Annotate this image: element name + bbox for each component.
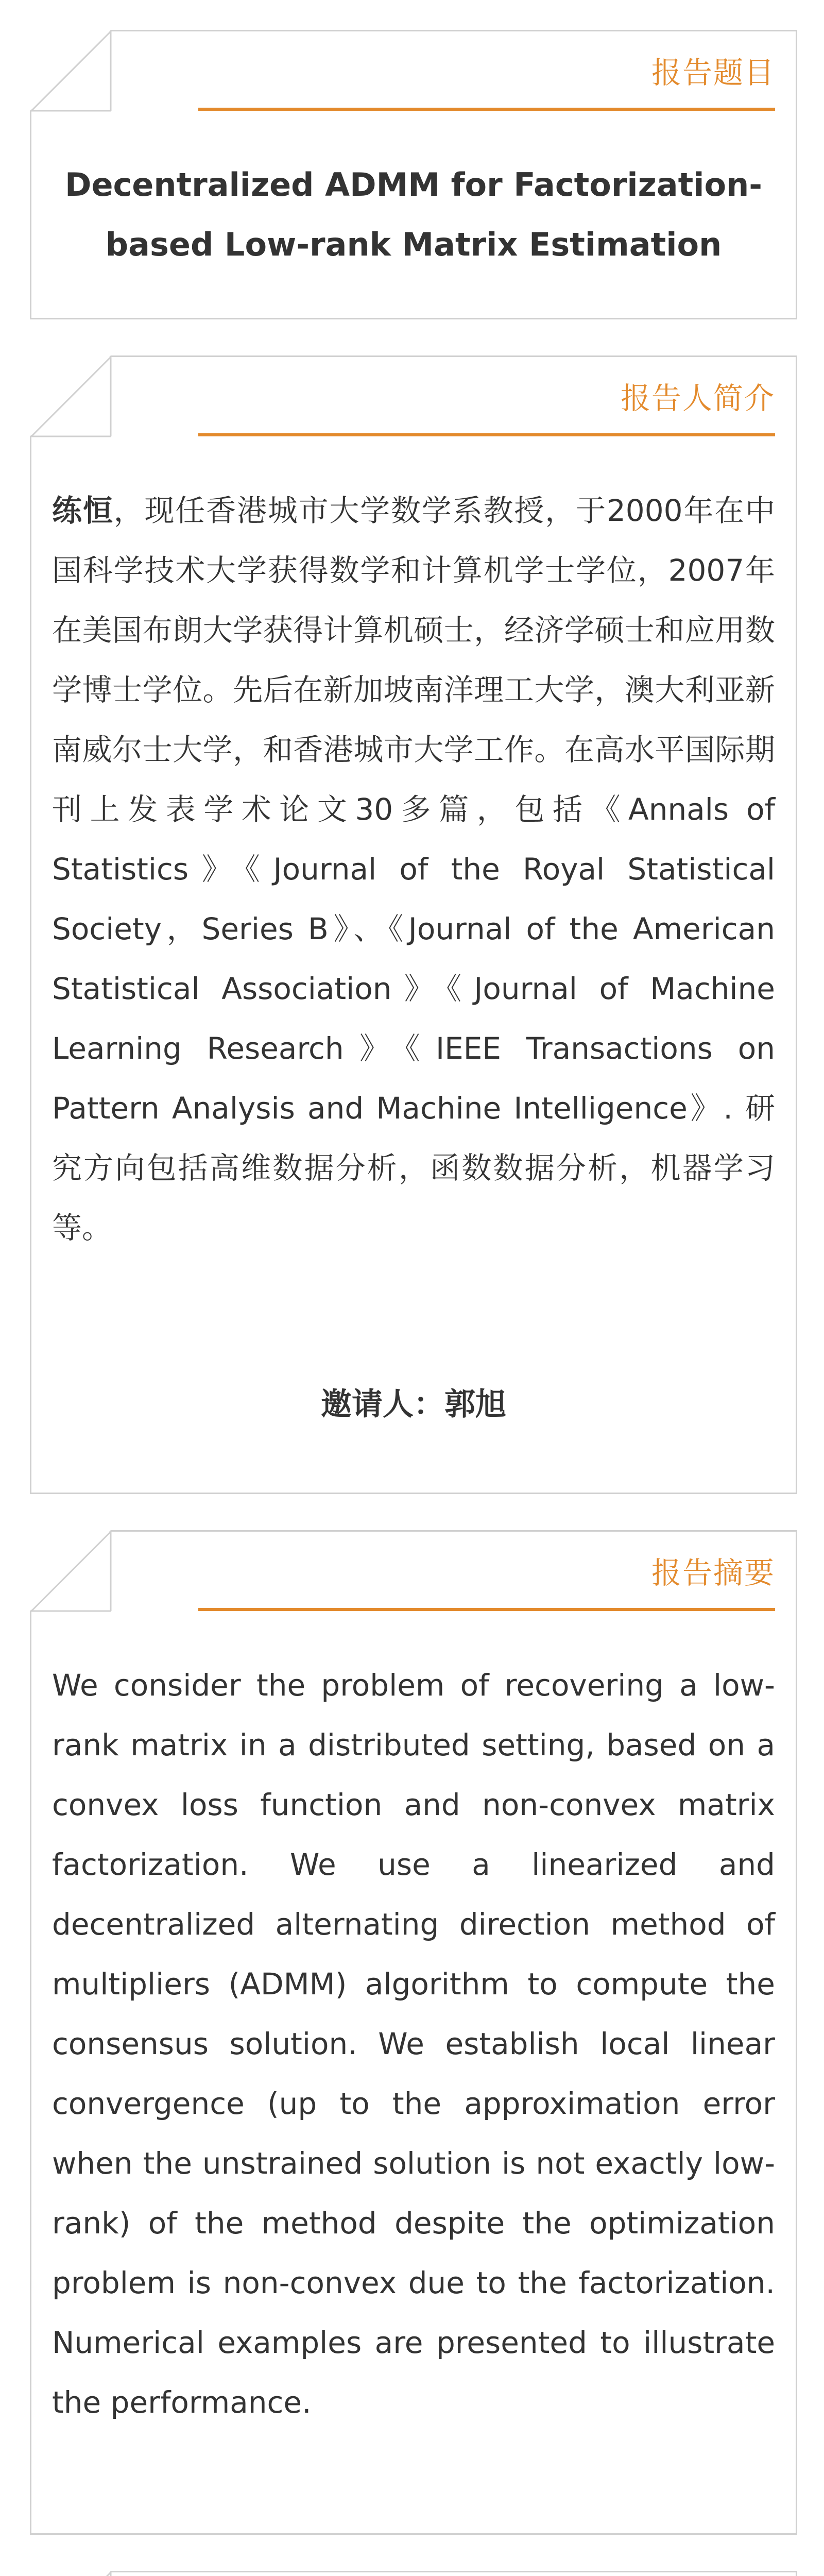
title-card — [30, 30, 797, 319]
header-underline — [198, 433, 775, 436]
talk-title: Decentralized ADMM for Factorization-based Low-rank Matrix Estimation — [65, 166, 762, 263]
speaker-name: 练恒 — [52, 493, 114, 528]
section-header-title: 报告题目 — [651, 55, 775, 90]
inviter: 邀请人：郭旭 — [321, 1386, 506, 1422]
folded-corner-icon — [30, 2571, 112, 2576]
schedule-card — [30, 2571, 797, 2576]
header-underline — [198, 108, 775, 111]
speaker-card — [30, 355, 797, 1494]
section-header-speaker: 报告人简介 — [620, 381, 775, 416]
header-underline — [198, 1608, 775, 1611]
abstract-card — [30, 1530, 797, 2535]
folded-corner-icon — [30, 1530, 112, 1613]
speaker-bio — [52, 481, 775, 1258]
speaker-bio-text: ，现任香港城市大学数学系教授，于2000年在中国科学技术大学获得数学和计算机学士学位，2007年在美国布朗大学获得计算机硕士，经济学硕士和应用数学博士学位。先后在新加坡南洋理工大学，澳大利亚新南威尔士大学，和香港城市大学工作。在高水平国际期刊上发表学术论文30多篇，包括《Annals of Statistics》《Journal of the Royal Statistical Society，Series B》、《Journal of the American Statistical Association》《Journal of Machine Learning Research》《IEEE Transactions on Pattern Analysis and Machine Intelligence》. 研究方向包括高维数据分析，函数数据分析，机器学习等。 — [52, 493, 775, 1245]
section-header-abstract: 报告摘要 — [651, 1555, 775, 1590]
folded-corner-icon — [30, 355, 112, 438]
folded-corner-icon — [30, 30, 112, 112]
abstract-text: We consider the problem of recovering a low-rank matrix in a distributed setting, based on a convex loss function and non-convex matrix factorization. We use a linearized and decentralized alternating direction method of multipliers (ADMM) algorithm to compute the consensus solution. We establish local linear convergence (up to the approximation error when the unstrained solution is not exactly low-rank) of the method despite the optimization problem is non-convex due to the factorization. Numerical examples are presented to illustrate the performance. — [52, 1668, 775, 2420]
